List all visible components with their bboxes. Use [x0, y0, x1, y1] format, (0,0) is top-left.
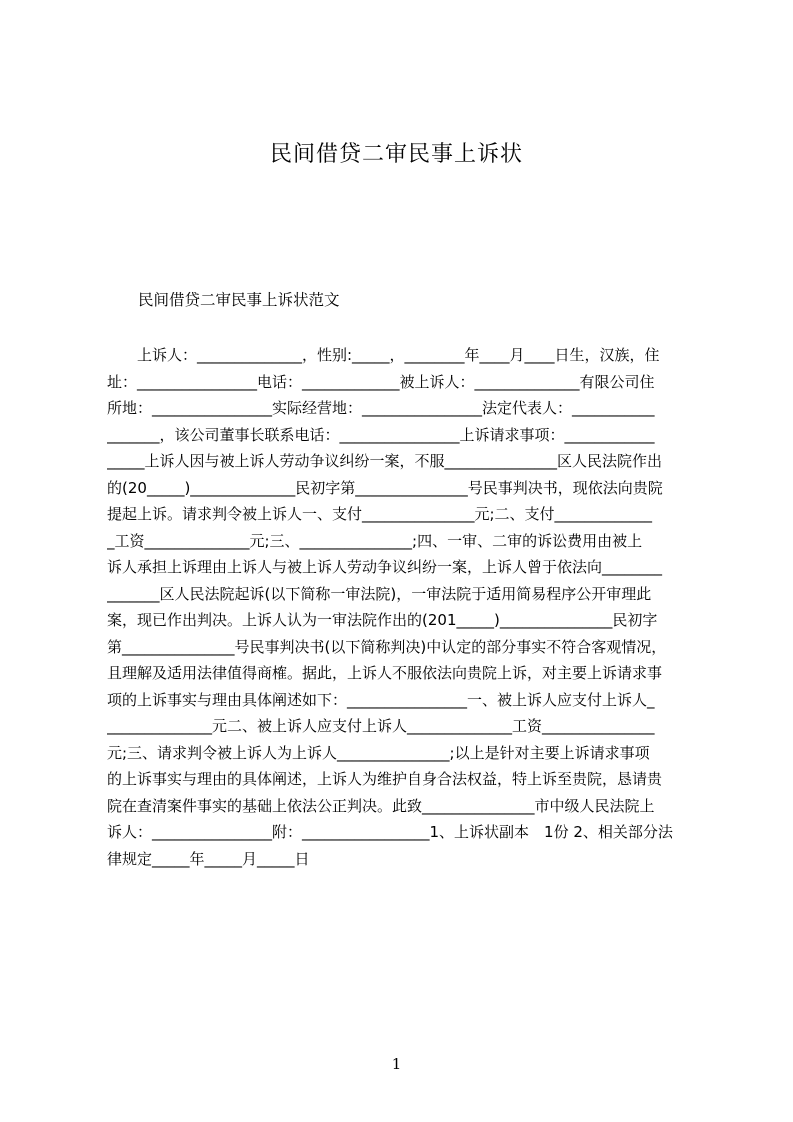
- body-line: 诉人：________________附：_________________1、上诉状副本 1份 2、相关部分法: [107, 823, 673, 841]
- body-line: _工资______________元;三、_______________;四、一审、二审的诉讼费用由被上: [107, 531, 643, 550]
- body-line: 案，现已作出判决。上诉人认为一审法院作出的(201_____)_______________民初字: [107, 611, 658, 629]
- body-line: 上诉人：______________，性别:_____，________年____月____日生，汉族，住: [107, 346, 660, 364]
- body-line: 诉人承担上诉理由上诉人与被上诉人劳动争议纠纷一案，上诉人曾于依法向________: [107, 558, 663, 576]
- body-line: 院在查清案件事实的基础上依法公正判决。此致_______________市中级人民法院上: [107, 796, 655, 815]
- body-line: 元;三、请求判令被上诉人为上诉人_______________;以上是针对主要上诉请求事项: [107, 743, 650, 762]
- page-title: 民间借贷二审民事上诉状: [269, 142, 523, 167]
- body-paragraph: [107, 342, 699, 872]
- body-line: ______________元二、被上诉人应支付上诉人______________工资_______________: [107, 717, 655, 735]
- page-number: 1: [391, 1055, 402, 1073]
- body-line: 的(20_____)______________民初字第_______________号民事判决书，现依法向贵院: [107, 478, 663, 497]
- body-line: _____上诉人因与被上诉人劳动争议纠纷一案，不服_______________区人民法院作出: [107, 452, 663, 470]
- body-line: _______区人民法院起诉(以下简称一审法院)，一审法院于适用简易程序公开审理此: [107, 584, 652, 603]
- body-line: 提起上诉。请求判令被上诉人一、支付_______________元;二、支付_____________: [107, 505, 653, 523]
- body-line: 第_______________号民事判决书(以下简称判决)中认定的部分事实不符合客观情况，: [107, 637, 667, 656]
- body-line: 址：________________电话：_____________被上诉人：______________有限公司住: [107, 372, 655, 391]
- body-line: 律规定_____年_____月_____日: [107, 849, 310, 868]
- body-line: 且理解及适用法律值得商榷。据此，上诉人不服依法向贵院上诉，对主要上诉请求事: [107, 664, 663, 682]
- body-line: _______，该公司董事长联系电话：________________上诉请求事项：____________: [107, 425, 655, 444]
- body-line: 的上诉事实与理由的具体阐述，上诉人为维护自身合法权益，特上诉至贵院，恳请贵: [107, 770, 663, 788]
- document-subtitle: 民间借贷二审民事上诉状范文: [138, 291, 340, 309]
- body-line: 项的上诉事实与理由具体阐述如下：________________一、被上诉人应支付上诉人_: [107, 690, 655, 709]
- body-line: 所地：________________实际经营地：________________法定代表人：___________: [107, 399, 655, 417]
